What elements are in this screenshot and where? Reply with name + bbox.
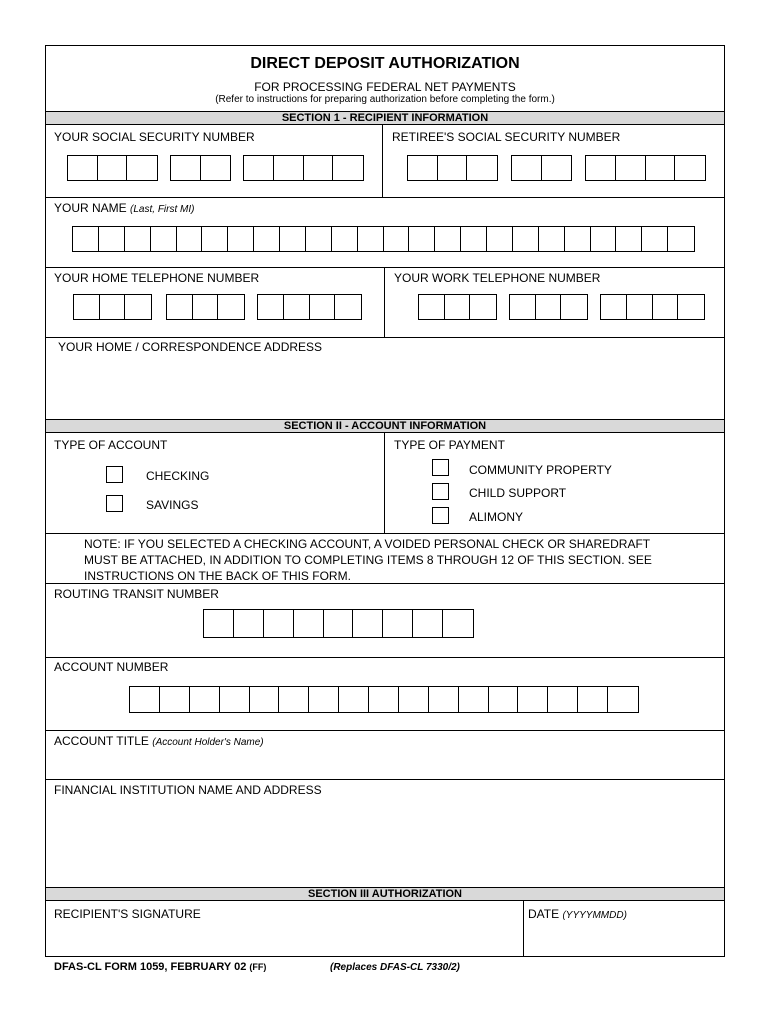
- retiree-ssn-group-2-input[interactable]: [511, 155, 572, 181]
- ssn-label: YOUR SOCIAL SECURITY NUMBER: [54, 130, 255, 144]
- payment-type-label: TYPE OF PAYMENT: [394, 438, 505, 452]
- routing-number-input[interactable]: [203, 609, 474, 638]
- entry-cell[interactable]: [565, 227, 591, 251]
- entry-cell[interactable]: [228, 227, 254, 251]
- form-subtitle: FOR PROCESSING FEDERAL NET PAYMENTS: [254, 80, 516, 94]
- account-title-label-text: ACCOUNT TITLE: [54, 734, 149, 748]
- work-phone-prefix-input[interactable]: [509, 294, 588, 320]
- note-line: NOTE: IF YOU SELECTED A CHECKING ACCOUNT, A VOIDED PERSONAL CHECK OR SHAREDRAFT: [84, 537, 651, 551]
- entry-cell[interactable]: [409, 227, 435, 251]
- entry-cell[interactable]: [306, 227, 332, 251]
- account-number-label: ACCOUNT NUMBER: [54, 660, 169, 674]
- entry-cell[interactable]: [578, 687, 608, 712]
- entry-cell[interactable]: [429, 687, 459, 712]
- divider: [46, 337, 724, 338]
- address-input[interactable]: [46, 356, 724, 418]
- institution-label: FINANCIAL INSTITUTION NAME AND ADDRESS: [54, 783, 322, 797]
- divider: [46, 779, 724, 780]
- entry-cell[interactable]: [443, 610, 473, 637]
- form-id: [54, 961, 266, 973]
- home-phone-prefix-input[interactable]: [166, 294, 245, 320]
- alimony-checkbox[interactable]: [432, 507, 449, 524]
- divider: [46, 657, 724, 658]
- entry-cell[interactable]: [591, 227, 617, 251]
- entry-cell[interactable]: [234, 610, 264, 637]
- retiree-ssn-label: RETIREE'S SOCIAL SECURITY NUMBER: [392, 130, 621, 144]
- checking-label: CHECKING: [146, 469, 210, 483]
- divider: [46, 583, 724, 584]
- home-phone-line-input[interactable]: [257, 294, 362, 320]
- retiree-ssn-group-1-input[interactable]: [407, 155, 498, 181]
- entry-cell[interactable]: [383, 610, 413, 637]
- entry-cell[interactable]: [548, 687, 578, 712]
- account-title-input[interactable]: [46, 750, 724, 778]
- entry-cell[interactable]: [177, 227, 203, 251]
- account-title-label: [54, 734, 264, 748]
- retiree-ssn-group-3-input[interactable]: [585, 155, 706, 181]
- entry-cell[interactable]: [369, 687, 399, 712]
- section1-heading: SECTION 1 - RECIPIENT INFORMATION: [46, 111, 724, 125]
- entry-cell[interactable]: [384, 227, 410, 251]
- entry-cell[interactable]: [608, 687, 638, 712]
- account-title-hint: (Account Holder's Name): [152, 737, 264, 748]
- work-phone-line-input[interactable]: [600, 294, 705, 320]
- entry-cell[interactable]: [280, 227, 306, 251]
- section3-heading: SECTION III AUTHORIZATION: [46, 887, 724, 901]
- name-hint: (Last, First MI): [130, 204, 195, 215]
- name-label-text: YOUR NAME: [54, 201, 127, 215]
- name-input[interactable]: [72, 226, 695, 252]
- divider: [46, 267, 724, 268]
- form-replaces: [330, 961, 460, 973]
- entry-cell[interactable]: [489, 687, 519, 712]
- date-hint: (YYYYMMDD): [562, 910, 627, 921]
- checking-note: [84, 536, 704, 584]
- entry-cell[interactable]: [353, 610, 383, 637]
- checking-checkbox[interactable]: [106, 466, 123, 483]
- entry-cell[interactable]: [668, 227, 694, 251]
- ssn-group-3-input[interactable]: [243, 155, 364, 181]
- entry-cell[interactable]: [151, 227, 177, 251]
- divider: [46, 730, 724, 731]
- entry-cell[interactable]: [539, 227, 565, 251]
- entry-cell[interactable]: [190, 687, 220, 712]
- entry-cell[interactable]: [513, 227, 539, 251]
- entry-cell[interactable]: [459, 687, 489, 712]
- entry-cell[interactable]: [125, 227, 151, 251]
- entry-cell[interactable]: [487, 227, 513, 251]
- community-property-checkbox[interactable]: [432, 459, 449, 476]
- note-line: MUST BE ATTACHED, IN ADDITION TO COMPLETING ITEMS 8 THROUGH 12 OF THIS SECTION. SEE: [84, 553, 652, 567]
- entry-cell[interactable]: [160, 687, 190, 712]
- child-support-checkbox[interactable]: [432, 483, 449, 500]
- entry-cell[interactable]: [220, 687, 250, 712]
- account-number-input[interactable]: [129, 686, 639, 713]
- savings-label: SAVINGS: [146, 498, 199, 512]
- signature-input[interactable]: [46, 925, 522, 956]
- form-replaces-text: (Replaces DFAS-CL 7330/2): [330, 962, 460, 973]
- entry-cell[interactable]: [202, 227, 228, 251]
- entry-cell[interactable]: [130, 687, 160, 712]
- form-title: DIRECT DEPOSIT AUTHORIZATION: [250, 55, 520, 72]
- signature-label: RECIPIENT'S SIGNATURE: [54, 907, 201, 921]
- entry-cell[interactable]: [461, 227, 487, 251]
- savings-checkbox[interactable]: [106, 495, 123, 512]
- address-label: YOUR HOME / CORRESPONDENCE ADDRESS: [58, 340, 323, 354]
- entry-cell[interactable]: [204, 610, 234, 637]
- form-id-suffix: (FF): [249, 962, 267, 972]
- entry-cell[interactable]: [435, 227, 461, 251]
- date-label: [528, 907, 627, 921]
- routing-label: ROUTING TRANSIT NUMBER: [54, 587, 219, 601]
- form-instructions: (Refer to instructions for preparing authorization before completing the form.): [215, 94, 555, 105]
- entry-cell[interactable]: [254, 227, 280, 251]
- entry-cell[interactable]: [324, 610, 354, 637]
- ssn-group-1-input[interactable]: [67, 155, 158, 181]
- home-phone-label: YOUR HOME TELEPHONE NUMBER: [54, 271, 260, 285]
- divider: [46, 533, 724, 534]
- child-support-label: CHILD SUPPORT: [469, 486, 567, 500]
- note-line: INSTRUCTIONS ON THE BACK OF THIS FORM.: [84, 569, 351, 583]
- entry-cell[interactable]: [279, 687, 309, 712]
- work-phone-area-input[interactable]: [418, 294, 497, 320]
- date-input[interactable]: [524, 925, 724, 956]
- entry-cell[interactable]: [642, 227, 668, 251]
- entry-cell[interactable]: [518, 687, 548, 712]
- entry-cell[interactable]: [413, 610, 443, 637]
- alimony-label: ALIMONY: [469, 510, 524, 524]
- institution-input[interactable]: [46, 800, 724, 885]
- account-divider: [384, 433, 385, 533]
- entry-cell[interactable]: [332, 227, 358, 251]
- entry-cell[interactable]: [616, 227, 642, 251]
- section2-heading: SECTION II - ACCOUNT INFORMATION: [46, 419, 724, 433]
- name-label: [54, 201, 194, 215]
- community-property-label: COMMUNITY PROPERTY: [469, 463, 612, 477]
- account-type-label: TYPE OF ACCOUNT: [54, 438, 168, 452]
- form-id-text: DFAS-CL FORM 1059, FEBRUARY 02: [54, 961, 247, 973]
- home-phone-area-input[interactable]: [73, 294, 152, 320]
- entry-cell[interactable]: [309, 687, 339, 712]
- divider: [46, 197, 724, 198]
- phone-divider: [384, 267, 385, 337]
- entry-cell[interactable]: [339, 687, 369, 712]
- entry-cell[interactable]: [73, 227, 99, 251]
- ssn-group-2-input[interactable]: [170, 155, 231, 181]
- entry-cell[interactable]: [99, 227, 125, 251]
- entry-cell[interactable]: [399, 687, 429, 712]
- ssn-divider: [382, 125, 383, 197]
- work-phone-label: YOUR WORK TELEPHONE NUMBER: [394, 271, 601, 285]
- entry-cell[interactable]: [358, 227, 384, 251]
- entry-cell[interactable]: [264, 610, 294, 637]
- entry-cell[interactable]: [294, 610, 324, 637]
- date-label-text: DATE: [528, 907, 560, 921]
- entry-cell[interactable]: [250, 687, 280, 712]
